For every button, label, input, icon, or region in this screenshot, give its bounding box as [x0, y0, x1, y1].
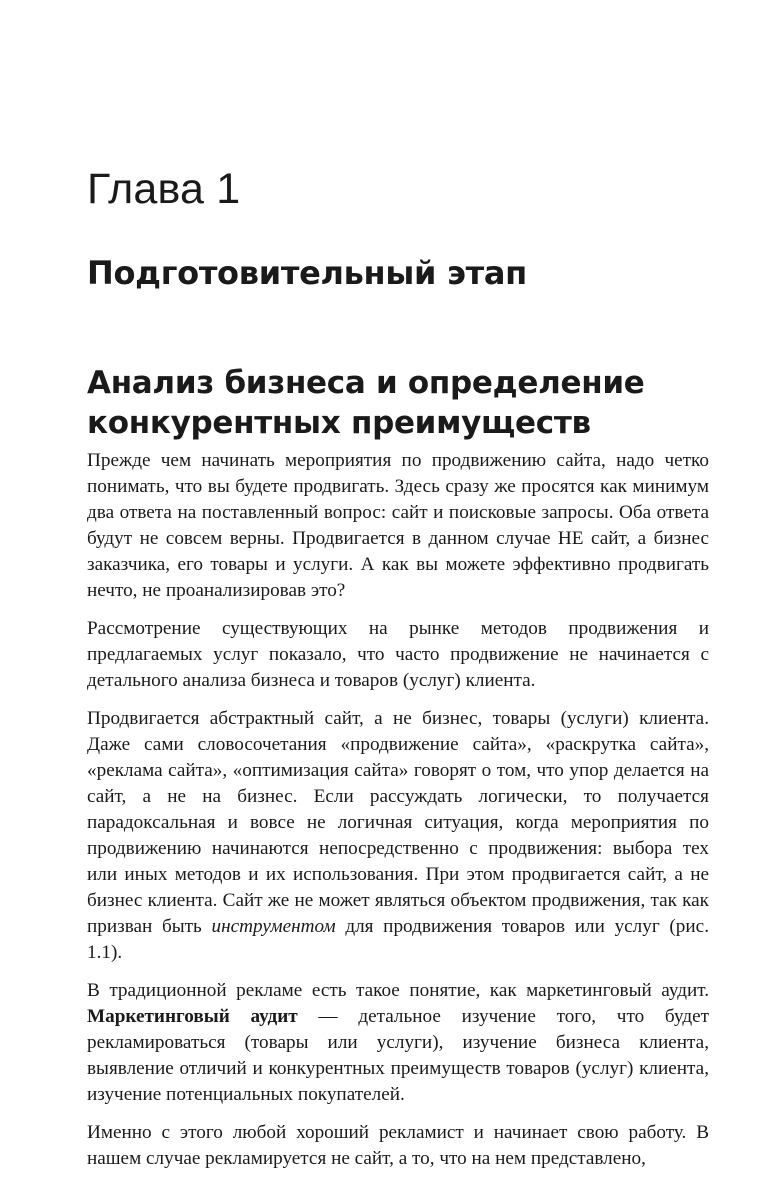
book-page	[87, 0, 709, 1200]
paragraph-4	[87, 978, 709, 1108]
paragraph-3-text-after: для продвижения товаров или услуг (рис. 1.1).	[87, 916, 709, 963]
paragraph-1: Прежде чем начинать мероприятия по продвижению сайта, надо четко понимать, что вы будете продвигать. Здесь сразу же просятся как минимум два ответа на поставленный вопрос: сайт и поисковые запросы. Оба ответа будут не совсем верны. Продвигается в данном случае НЕ сайт, а бизнес заказчика, его товары и услуги. А как вы можете эффективно продвигать нечто, не проанализировав это?	[87, 450, 709, 601]
emphasis-instrument: инструментом	[211, 916, 336, 937]
paragraph-4-definition: — детальное изучение того, что будет рекламироваться (товары или услуги), изучение бизнеса клиента, выявление отличий и конкурентных преимуществ товаров (услуг) клиента, изучение потенциальных покупателей.	[87, 1006, 709, 1105]
body-text	[87, 448, 709, 1184]
paragraph-5: Именно с этого любой хороший рекламист и начинает свою работу. В нашем случае рекламируется не сайт, а то, что на нем представлено,	[87, 1122, 709, 1169]
paragraph-2: Рассмотрение существующих на рынке методов продвижения и предлагаемых услуг показало, что часто продвижение не начинается с детального анализа бизнеса и товаров (услуг) клиента.	[87, 618, 709, 691]
paragraph-3-text-before: Продвигается абстрактный сайт, а не бизнес, товары (услуги) клиента. Даже сами словосочетания «продвижение сайта», «раскрутка сайта», «реклама сайта», «оптимизация сайта» говорят о том, что упор делается на сайт, а не на бизнес. Если рассуждать логически, то получается парадоксальная и вовсе не логичная ситуация, когда мероприятия по продвижению начинаются непосредственно с продвижения: выбора тех или иных методов и их использования. При этом продвигается сайт, а не бизнес клиента. Сайт же не может являться объектом продвижения, так как призван быть	[87, 708, 709, 937]
chapter-title: Подготовительный этап	[87, 254, 527, 292]
section-title: Анализ бизнеса и определение конкурентных преимуществ	[87, 365, 645, 441]
paragraph-3	[87, 706, 709, 966]
paragraph-4-intro: В традиционной рекламе есть такое понятие, как маркетинговый аудит.	[87, 980, 709, 1001]
chapter-label: Глава 1	[87, 165, 241, 213]
term-marketing-audit: Маркетинговый аудит	[87, 1006, 298, 1027]
